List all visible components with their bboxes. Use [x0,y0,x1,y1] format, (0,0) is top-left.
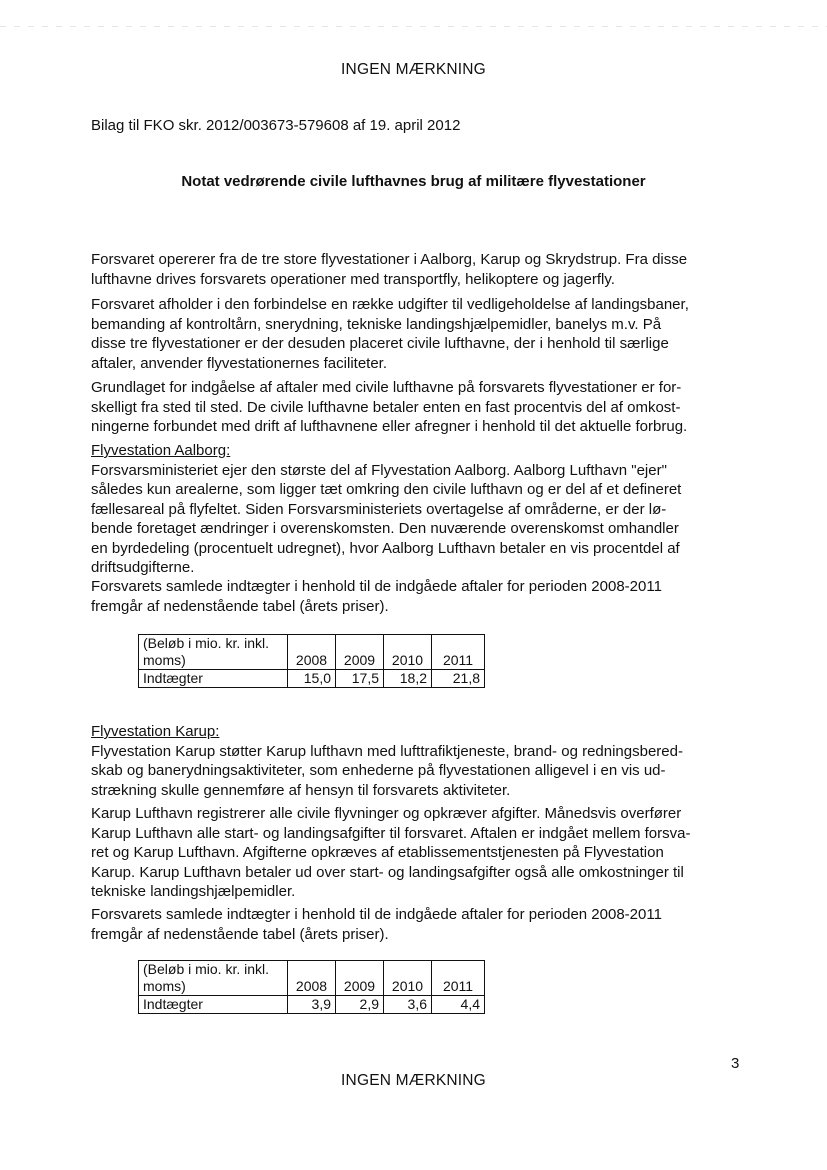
table-header-label [139,635,288,670]
karup-income-table [138,960,485,1014]
value-cell: 15,0 [288,670,336,688]
text-line: Grundlaget for indgåelse af aftaler med civile lufthavne på forsvarets flyvestationer er for- [91,379,682,396]
text-line: fremgår af nedenstående tabel (årets priser). [91,925,389,943]
row-label: Indtægter [139,996,288,1014]
karup-paragraph-2 [91,804,751,902]
year-cell: 2009 [336,635,384,670]
text-line: Karup Lufthavn registrerer alle civile flyvninger og opkræver afgifter. Månedsvis overfører [91,805,682,822]
text-line: Forsvaret afholder i den forbindelse en række udgifter til vedligeholdelse af landingsbaner, [91,296,689,313]
text-line: en byrdedeling (procentuelt udregnet), hvor Aalborg Lufthavn betaler en vis procentdel af [91,539,680,557]
text-line: disse tre flyvestationer er der desuden placeret civile lufthavne, der i henhold til særlige [91,335,669,352]
text-line: Flyvestation Karup støtter Karup lufthavn med lufttrafiktjeneste, brand- og redningsbered- [91,742,683,760]
karup-income-intro [91,905,751,944]
text-line: driftsudgifterne. [91,559,195,576]
text-line: Karup Lufthavn alle start- og landingsafgifter til forsvaret. Aftalen er indgået mellem forsva- [91,824,691,842]
year-cell: 2009 [336,961,384,996]
scan-artifact-line [0,26,827,27]
text-line: bende foretaget ændringer i overenskomsten. Den nuværende overenskomst omhandler [91,520,679,537]
value-cell: 2,9 [336,996,384,1014]
text-line: ret og Karup Lufthavn. Afgifterne opkræves af etablissementstjenesten på Flyvestation [91,844,664,861]
footer-marking: INGEN MÆRKNING [341,1072,486,1089]
value-cell: 3,9 [288,996,336,1014]
table-header-row [139,635,485,670]
header-marking: INGEN MÆRKNING [341,61,486,78]
intro-paragraph-1 [91,250,751,289]
text-line: fremgår af nedenstående tabel (årets priser). [91,597,389,615]
text-line: fællesareal på flyfeltet. Siden Forsvarsministeriets overtagelse af områderne, er der lø- [91,500,667,518]
text-line: skab og banerydningsaktiviteter, som enhederne på flyvestationen alligevel i en vis ud- [91,762,666,779]
table-row [139,996,485,1014]
row-label: Indtægter [139,670,288,688]
page-number: 3 [731,1055,740,1072]
aalborg-income-table [138,634,485,688]
value-cell: 18,2 [384,670,432,688]
intro-paragraph-3 [91,378,751,437]
year-cell: 2008 [288,961,336,996]
aalborg-income-intro [91,577,751,616]
text-line: Forsvarets samlede indtægter i henhold til de indgåede aftaler for perioden 2008-2011 [91,906,662,923]
year-cell: 2010 [384,635,432,670]
year-cell: 2010 [384,961,432,996]
text-line: Forsvarsministeriet ejer den største del af Flyvestation Aalborg. Aalborg Lufthavn "ejer" [91,461,667,479]
text-line: aftaler, anvender flyvestationernes faciliteter. [91,354,388,372]
text-line: ningerne forbundet med drift af lufthavnene eller afregner i henhold til det aktuelle forbrug. [91,418,688,435]
text-line: Karup. Karup Lufthavn betaler ud over start- og landingsafgifter også alle omkostninger til [91,863,684,881]
header-label-line: (Beløb i mio. kr. inkl. [143,635,270,651]
year-cell: 2011 [432,961,485,996]
header-label-line: moms) [143,652,186,668]
text-line: skelligt fra sted til sted. De civile lufthavne betaler enten en fast procentvis del af omkost- [91,398,681,416]
text-line: således kun arealerne, som ligger tæt omkring den civile lufthavn og er del af et defineret [91,481,682,498]
karup-section [91,722,751,800]
intro-paragraph-2 [91,295,751,373]
header-label-line: (Beløb i mio. kr. inkl. [143,961,270,977]
text-line: Forsvaret opererer fra de tre store flyvestationer i Aalborg, Karup og Skrydstrup. Fra disse [91,251,688,268]
value-cell: 21,8 [432,670,485,688]
text-line: strækning skulle gennemføre af hensyn til forsvarets aktiviteter. [91,781,511,799]
text-line: tekniske landingshjælpemidler. [91,883,296,900]
value-cell: 3,6 [384,996,432,1014]
header-label-line: moms) [143,978,186,994]
year-cell: 2011 [432,635,485,670]
value-cell: 17,5 [336,670,384,688]
table-header-row [139,961,485,996]
table-header-label [139,961,288,996]
document-reference: Bilag til FKO skr. 2012/003673-579608 af 19. april 2012 [91,117,461,134]
karup-heading: Flyvestation Karup: [91,723,220,740]
text-line: lufthavne drives forsvarets operationer med transportfly, helikoptere og jagerfly. [91,270,615,288]
aalborg-section [91,441,751,578]
text-line: bemanding af kontroltårn, snerydning, tekniske landingshjælpemidler, banelys m.v. På [91,315,662,333]
table-row [139,670,485,688]
document-title: Notat vedrørende civile lufthavnes brug af militære flyvestationer [181,173,646,190]
text-line: Forsvarets samlede indtægter i henhold til de indgåede aftaler for perioden 2008-2011 [91,578,662,595]
value-cell: 4,4 [432,996,485,1014]
year-cell: 2008 [288,635,336,670]
aalborg-heading: Flyvestation Aalborg: [91,442,231,459]
